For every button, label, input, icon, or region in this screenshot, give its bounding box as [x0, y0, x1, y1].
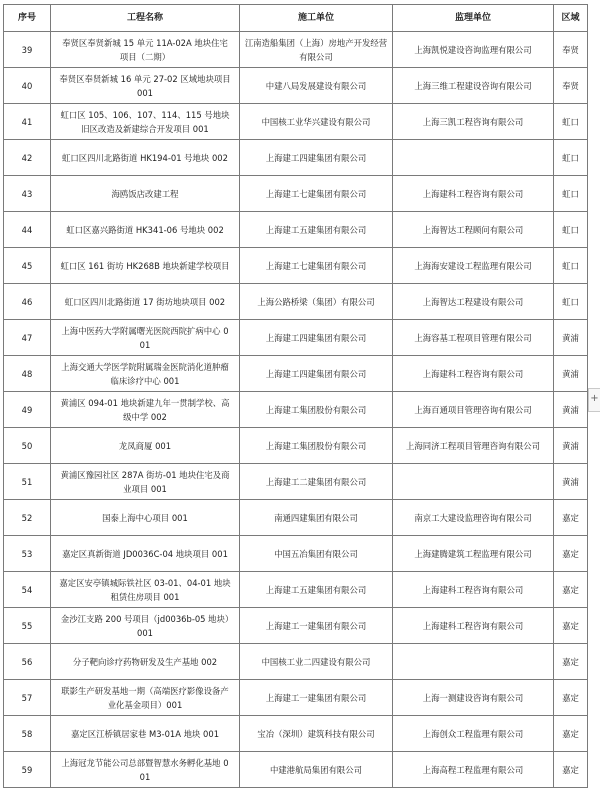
- table-row: [4, 716, 588, 752]
- supervisor-unit: 上海建科工程咨询有限公司: [393, 608, 554, 644]
- constructor-unit: 上海建工集团股份有限公司: [240, 428, 393, 464]
- supervisor-unit: [393, 140, 554, 176]
- district: 黄浦: [554, 392, 588, 428]
- table-row: [4, 536, 588, 572]
- row-number: 46: [4, 284, 51, 320]
- project-name: 海鸥饭店改建工程: [51, 176, 240, 212]
- supervisor-unit: 上海建科工程咨询有限公司: [393, 176, 554, 212]
- supervisor-unit: 上海智达工程建设有限公司: [393, 284, 554, 320]
- row-number: 40: [4, 68, 51, 104]
- project-name: 虹口区 105、106、107、114、115 号地块旧区改造及新建综合开发项目 001: [51, 104, 240, 140]
- district: 虹口: [554, 284, 588, 320]
- project-name: 嘉定区江桥镇居家巷 M3-01A 地块 001: [51, 716, 240, 752]
- project-name: 奉贤区奉贤新城 16 单元 27-02 区域地块项目 001: [51, 68, 240, 104]
- constructor-unit: 上海建工集团股份有限公司: [240, 392, 393, 428]
- project-table: [3, 4, 588, 788]
- row-number: 58: [4, 716, 51, 752]
- constructor-unit: 上海建工四建集团有限公司: [240, 140, 393, 176]
- supervisor-unit: [393, 464, 554, 500]
- row-number: 47: [4, 320, 51, 356]
- table-row: [4, 752, 588, 788]
- row-number: 55: [4, 608, 51, 644]
- header-supervisor: 监理单位: [393, 5, 554, 32]
- project-name: 联影生产研发基地一期（高端医疗影像设备产业化基金项目）001: [51, 680, 240, 716]
- project-name: 黄浦区豫园社区 287A 街坊-01 地块住宅及商业项目 001: [51, 464, 240, 500]
- district: 黄浦: [554, 356, 588, 392]
- constructor-unit: 上海建工一建集团有限公司: [240, 680, 393, 716]
- table-row: [4, 428, 588, 464]
- table-row: [4, 392, 588, 428]
- constructor-unit: 中建港航局集团有限公司: [240, 752, 393, 788]
- supervisor-unit: 上海智达工程顾问有限公司: [393, 212, 554, 248]
- district: 嘉定: [554, 572, 588, 608]
- table-row: [4, 572, 588, 608]
- project-name: 嘉定区安亭镇城际铁社区 03-01、04-01 地块租赁住房项目 001: [51, 572, 240, 608]
- supervisor-unit: 南京工大建设监理咨询有限公司: [393, 500, 554, 536]
- row-number: 39: [4, 32, 51, 68]
- row-number: 50: [4, 428, 51, 464]
- row-number: 48: [4, 356, 51, 392]
- district: 黄浦: [554, 428, 588, 464]
- constructor-unit: 上海建工四建集团有限公司: [240, 320, 393, 356]
- constructor-unit: 中国核工业二四建设有限公司: [240, 644, 393, 680]
- district: 嘉定: [554, 752, 588, 788]
- district: 虹口: [554, 248, 588, 284]
- district: 虹口: [554, 104, 588, 140]
- project-name: 上海交通大学医学院附属瑞金医院消化道肿瘤临床诊疗中心 001: [51, 356, 240, 392]
- district: 奉贤: [554, 32, 588, 68]
- district: 嘉定: [554, 536, 588, 572]
- table-row: [4, 356, 588, 392]
- row-number: 54: [4, 572, 51, 608]
- table-row: [4, 608, 588, 644]
- district: 嘉定: [554, 644, 588, 680]
- project-name: 虹口区 161 街坊 HK268B 地块新建学校项目: [51, 248, 240, 284]
- table-row: [4, 104, 588, 140]
- project-name: 金沙江支路 200 号项目（jd0036b-05 地块）001: [51, 608, 240, 644]
- constructor-unit: 南通四建集团有限公司: [240, 500, 393, 536]
- supervisor-unit: 上海百通项目管理咨询有限公司: [393, 392, 554, 428]
- supervisor-unit: 上海同济工程项目管理咨询有限公司: [393, 428, 554, 464]
- row-number: 59: [4, 752, 51, 788]
- row-number: 43: [4, 176, 51, 212]
- constructor-unit: 上海建工四建集团有限公司: [240, 356, 393, 392]
- district: 嘉定: [554, 608, 588, 644]
- project-name: 虹口区嘉兴路街道 HK341-06 号地块 002: [51, 212, 240, 248]
- row-number: 56: [4, 644, 51, 680]
- row-number: 45: [4, 248, 51, 284]
- project-name: 龙凤商厦 001: [51, 428, 240, 464]
- row-number: 57: [4, 680, 51, 716]
- district: 虹口: [554, 140, 588, 176]
- district: 嘉定: [554, 680, 588, 716]
- project-name: 国泰上海中心项目 001: [51, 500, 240, 536]
- district: 黄浦: [554, 320, 588, 356]
- supervisor-unit: 上海建腾建筑工程监理有限公司: [393, 536, 554, 572]
- row-number: 51: [4, 464, 51, 500]
- row-number: 49: [4, 392, 51, 428]
- header-row: [4, 5, 588, 32]
- row-number: 53: [4, 536, 51, 572]
- project-name: 上海中医药大学附属曙光医院西院扩病中心 001: [51, 320, 240, 356]
- district: 黄浦: [554, 464, 588, 500]
- table-row: [4, 140, 588, 176]
- table-row: [4, 248, 588, 284]
- row-number: 42: [4, 140, 51, 176]
- table-row: [4, 644, 588, 680]
- district: 嘉定: [554, 500, 588, 536]
- header-district: 区域: [554, 5, 588, 32]
- constructor-unit: 中建八局发展建设有限公司: [240, 68, 393, 104]
- table-row: [4, 284, 588, 320]
- constructor-unit: 上海建工七建集团有限公司: [240, 248, 393, 284]
- project-name: 分子靶向诊疗药物研发及生产基地 002: [51, 644, 240, 680]
- constructor-unit: 中国五冶集团有限公司: [240, 536, 393, 572]
- constructor-unit: 中国核工业华兴建设有限公司: [240, 104, 393, 140]
- supervisor-unit: 上海一测建设咨询有限公司: [393, 680, 554, 716]
- constructor-unit: 上海建工七建集团有限公司: [240, 176, 393, 212]
- constructor-unit: 上海建工二建集团有限公司: [240, 464, 393, 500]
- project-name: 虹口区四川北路街道 17 街坊地块项目 002: [51, 284, 240, 320]
- table-row: [4, 32, 588, 68]
- supervisor-unit: 上海容基工程项目管理有限公司: [393, 320, 554, 356]
- row-number: 41: [4, 104, 51, 140]
- project-name: 虹口区四川北路街道 HK194-01 号地块 002: [51, 140, 240, 176]
- supervisor-unit: 上海凯悦建设咨询监理有限公司: [393, 32, 554, 68]
- supervisor-unit: 上海三凯工程咨询有限公司: [393, 104, 554, 140]
- supervisor-unit: [393, 644, 554, 680]
- project-name: 黄浦区 094-01 地块新建九年一贯制学校、高级中学 002: [51, 392, 240, 428]
- constructor-unit: 上海建工一建集团有限公司: [240, 608, 393, 644]
- supervisor-unit: 上海海安建设工程监理有限公司: [393, 248, 554, 284]
- table-row: [4, 680, 588, 716]
- constructor-unit: 宝冶（深圳）建筑科技有限公司: [240, 716, 393, 752]
- constructor-unit: 上海公路桥梁（集团）有限公司: [240, 284, 393, 320]
- constructor-unit: 上海建工五建集团有限公司: [240, 572, 393, 608]
- expand-tab[interactable]: +: [588, 388, 600, 412]
- table-row: [4, 176, 588, 212]
- constructor-unit: 上海建工五建集团有限公司: [240, 212, 393, 248]
- table-row: [4, 500, 588, 536]
- table-row: [4, 68, 588, 104]
- supervisor-unit: 上海高程工程监理有限公司: [393, 752, 554, 788]
- table-row: [4, 320, 588, 356]
- row-number: 44: [4, 212, 51, 248]
- project-name: 上海冠龙节能公司总部暨智慧水务孵化基地 001: [51, 752, 240, 788]
- supervisor-unit: 上海建科工程咨询有限公司: [393, 572, 554, 608]
- header-constructor: 施工单位: [240, 5, 393, 32]
- table-row: [4, 212, 588, 248]
- table-row: [4, 464, 588, 500]
- project-name: 奉贤区奉贤新城 15 单元 11A-02A 地块住宅项目（二期）: [51, 32, 240, 68]
- constructor-unit: 江南造船集团（上海）房地产开发经营有限公司: [240, 32, 393, 68]
- project-name: 嘉定区真新街道 JD0036C-04 地块项目 001: [51, 536, 240, 572]
- header-project-name: 工程名称: [51, 5, 240, 32]
- district: 虹口: [554, 212, 588, 248]
- district: 虹口: [554, 176, 588, 212]
- district: 奉贤: [554, 68, 588, 104]
- supervisor-unit: 上海三维工程建设咨询有限公司: [393, 68, 554, 104]
- row-number: 52: [4, 500, 51, 536]
- supervisor-unit: 上海建科工程咨询有限公司: [393, 356, 554, 392]
- district: 嘉定: [554, 716, 588, 752]
- supervisor-unit: 上海创众工程监理有限公司: [393, 716, 554, 752]
- header-no: 序号: [4, 5, 51, 32]
